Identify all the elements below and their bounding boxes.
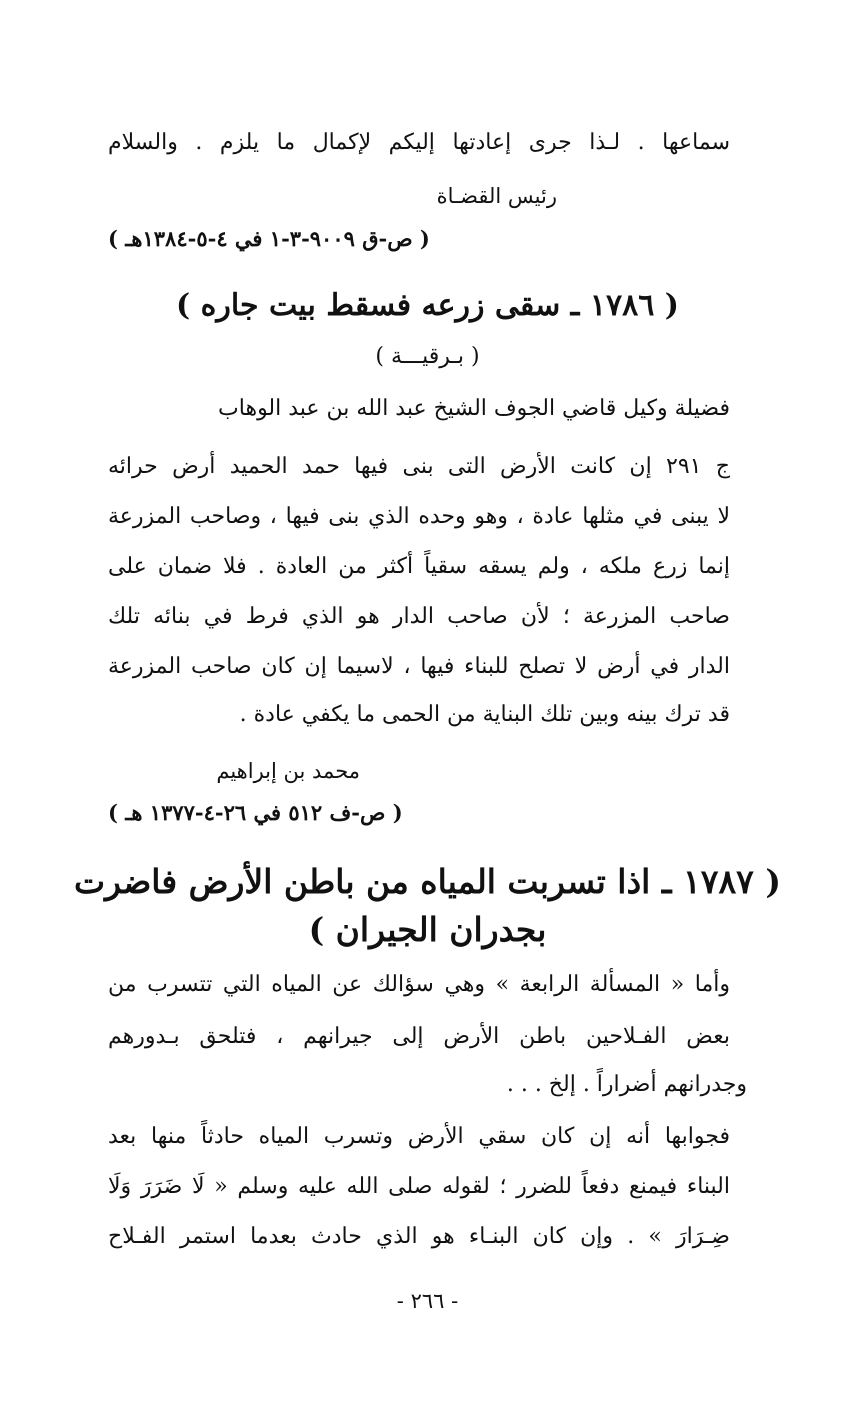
signature-author: محمد بن إبراهيم [216,759,360,783]
body-line: وأما « المسألة الرابعة » وهي سؤالك عن المياه التي تتسرب من [108,972,730,997]
section-title: بجدران الجيران ) [308,910,547,949]
body-line: ضِـرَارَ » . وإن كان البنـاء هو الذي حادث بعدما استمر الفـلاح [108,1224,730,1249]
body-line: فجوابها أنه إن كان سقي الأرض وتسرب المياه حادثاً منها بعد [108,1124,730,1149]
body-line: لا يبنى في مثلها عادة ، وهو وحده الذي بنى فيها ، وصاحب المزرعة [108,504,730,529]
body-line: بعض الفـلاحين باطن الأرض إلى جيرانهم ، فتلحق بـدورهم [108,1024,730,1049]
reference-note: ( ص-ق ٩٠٠٩-٣-١ في ٤-٥-١٣٨٤هـ ) [108,226,430,251]
body-line: الدار في أرض لا تصلح للبناء فيها ، لاسيما إن كان صاحب المزرعة [108,654,730,679]
signature-chief-judge: رئيس القضـاة [436,184,557,208]
body-line: البناء فيمنع دفعاً للضرر ؛ لقوله صلى الله عليه وسلم « لَا ضَرَرَ وَلَا [108,1174,730,1199]
page-number: - ٢٦٦ - [396,1289,459,1313]
addressee-line: فضيلة وكيل قاضي الجوف الشيخ عبد الله بن عبد الوهاب [218,396,730,421]
continuation-line: سماعها . لـذا جرى إعادتها إليكم لإكمال ما يلزم . والسلام [108,130,730,155]
body-line: قد ترك بينه وبين تلك البناية من الحمى ما يكفي عادة . [239,702,730,727]
section-subtitle: ( بـرقيـــة ) [375,344,480,369]
reference-note: ( ص-ف ٥١٢ في ٢٦-٤-١٣٧٧ هـ ) [108,800,403,825]
section-title: ( ١٧٨٧ ـ اذا تسربت المياه من باطن الأرض فاضرت [73,862,782,901]
body-line: إنما زرع ملكه ، ولم يسقه سقياً أكثر من العادة . فلا ضمان على [108,554,730,579]
body-line: صاحب المزرعة ؛ لأن صاحب الدار هو الذي فرط في بنائه تلك [108,604,730,629]
body-line: وجدرانهم أضراراً . إلخ . . . [506,1072,747,1097]
section-title: ( ١٧٨٦ ـ سقى زرعه فسقط بيت جاره ) [176,288,679,323]
body-line: ج ٢٩١ إن كانت الأرض التى بنى فيها حمد الحميد أرض حرائه [108,454,730,479]
